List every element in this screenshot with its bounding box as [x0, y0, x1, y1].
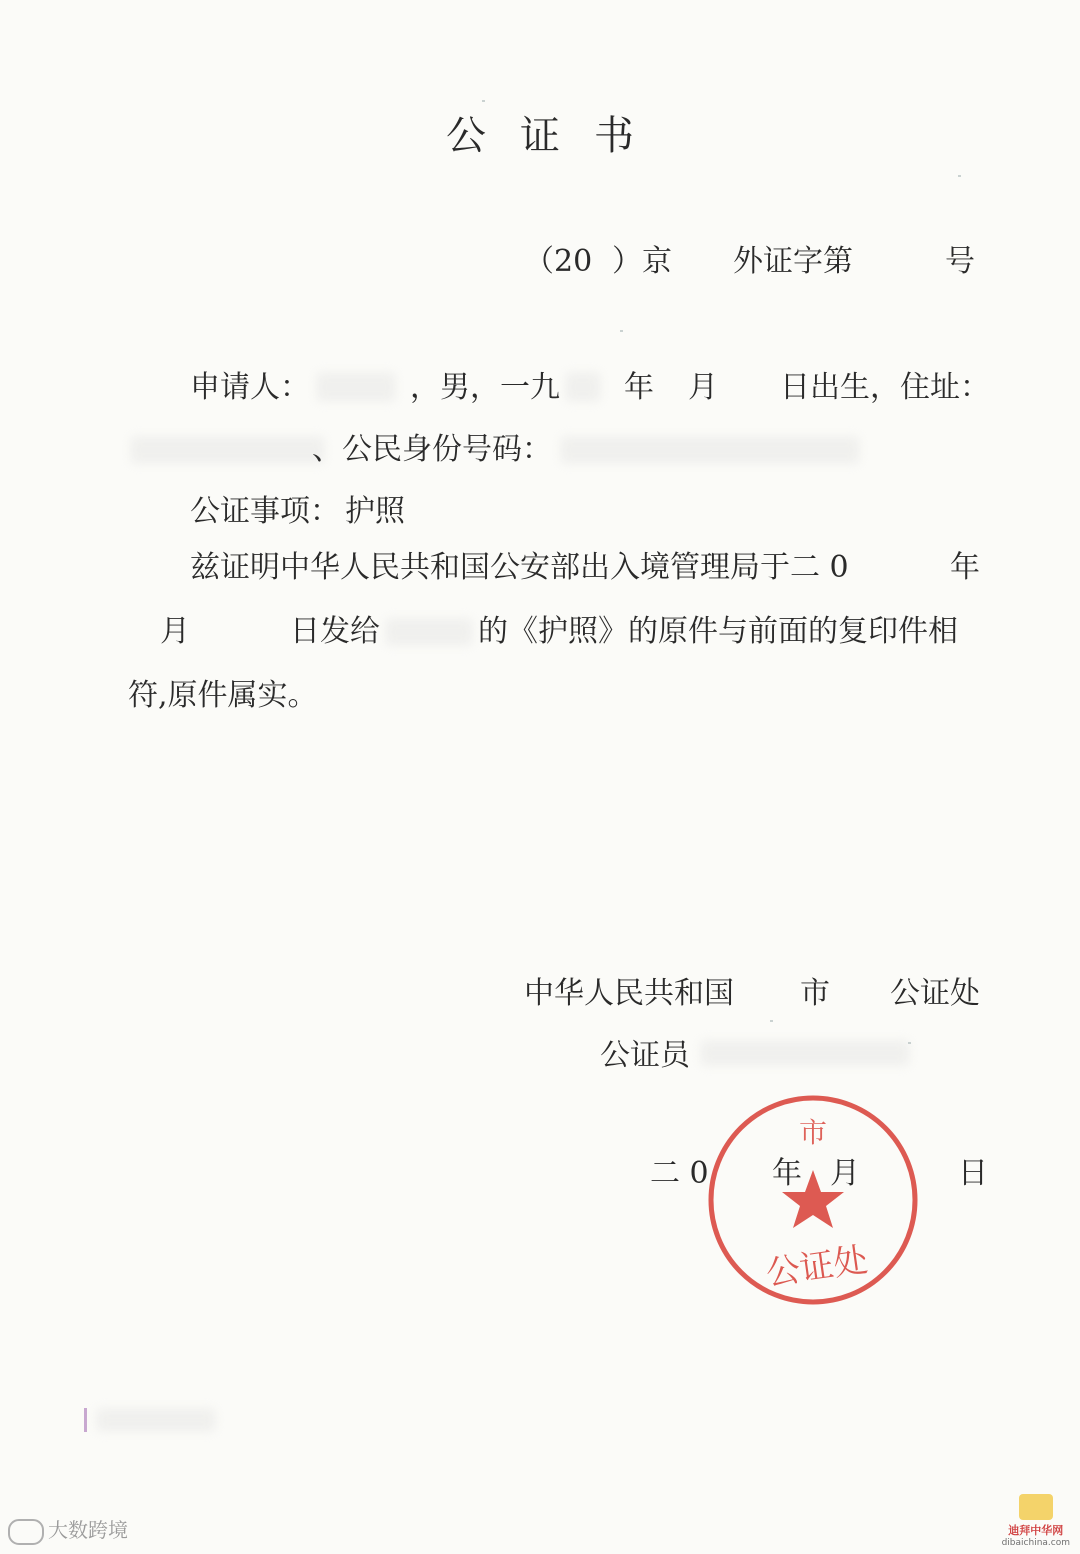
watermark-en: dibaichina.com	[1001, 1538, 1070, 1548]
body-line2-issued: 日发给	[290, 614, 380, 649]
redacted-footer-text	[96, 1408, 216, 1432]
ref-cert-label: 外证字第	[733, 244, 853, 279]
sig-office: 公证处	[890, 976, 980, 1011]
birth-day-address-label: 日出生，住址：	[780, 370, 990, 405]
redacted-address	[130, 436, 325, 464]
scan-speck	[958, 175, 961, 177]
ref-open: （20	[524, 244, 593, 279]
sig-city: 市	[800, 976, 830, 1011]
watermark-cn: 迪拜中华网	[1008, 1524, 1064, 1537]
footer-logo-text: 大数跨境	[48, 1518, 128, 1542]
scan-speck	[770, 1020, 773, 1022]
applicant-gender-year: ，男，一九	[410, 370, 560, 405]
sig-notary-label: 公证员	[600, 1038, 690, 1073]
seal-top-text: 市	[798, 1116, 828, 1149]
date-prefix: 二 0	[650, 1156, 709, 1191]
site-watermark	[1002, 1494, 1070, 1548]
redacted-notary-name	[700, 1040, 910, 1066]
matter-label: 公证事项：	[190, 494, 340, 529]
matter-value: 护照	[345, 494, 405, 529]
logo-icon	[8, 1519, 44, 1545]
date-day: 日	[958, 1156, 988, 1191]
redacted-id-number	[560, 436, 860, 464]
body-line1-year: 年	[950, 550, 980, 585]
seal-bottom-text: 公证处	[763, 1240, 871, 1294]
id-number-label: 、公民身份号码：	[312, 432, 552, 467]
date-year: 年	[772, 1156, 802, 1191]
footer-logo	[8, 1514, 128, 1545]
scan-speck	[482, 100, 485, 102]
date-month: 月	[830, 1156, 860, 1191]
body-line2-month: 月	[160, 614, 190, 649]
redacted-name	[316, 372, 396, 402]
ref-jing: ）京	[612, 244, 672, 279]
body-line2-rest: 的《护照》的原件与前面的复印件相	[478, 614, 958, 649]
body-line1: 兹证明中华人民共和国公安部出入境管理局于二 0	[190, 550, 849, 585]
birth-month-label: 月	[688, 370, 718, 405]
official-seal	[703, 1090, 923, 1310]
ref-end: 号	[945, 244, 975, 279]
body-line3: 符,原件属实。	[128, 678, 318, 713]
birth-year-label: 年	[624, 370, 654, 405]
sig-country: 中华人民共和国	[524, 976, 734, 1011]
document-title: 公证书	[446, 113, 668, 159]
scan-speck	[908, 1042, 911, 1044]
watermark-icon	[1019, 1494, 1053, 1520]
scan-speck	[620, 330, 623, 332]
applicant-label: 申请人：	[190, 370, 310, 405]
redacted-holder	[385, 618, 473, 646]
redacted-birth-year	[565, 372, 601, 402]
scan-mark	[84, 1408, 87, 1432]
